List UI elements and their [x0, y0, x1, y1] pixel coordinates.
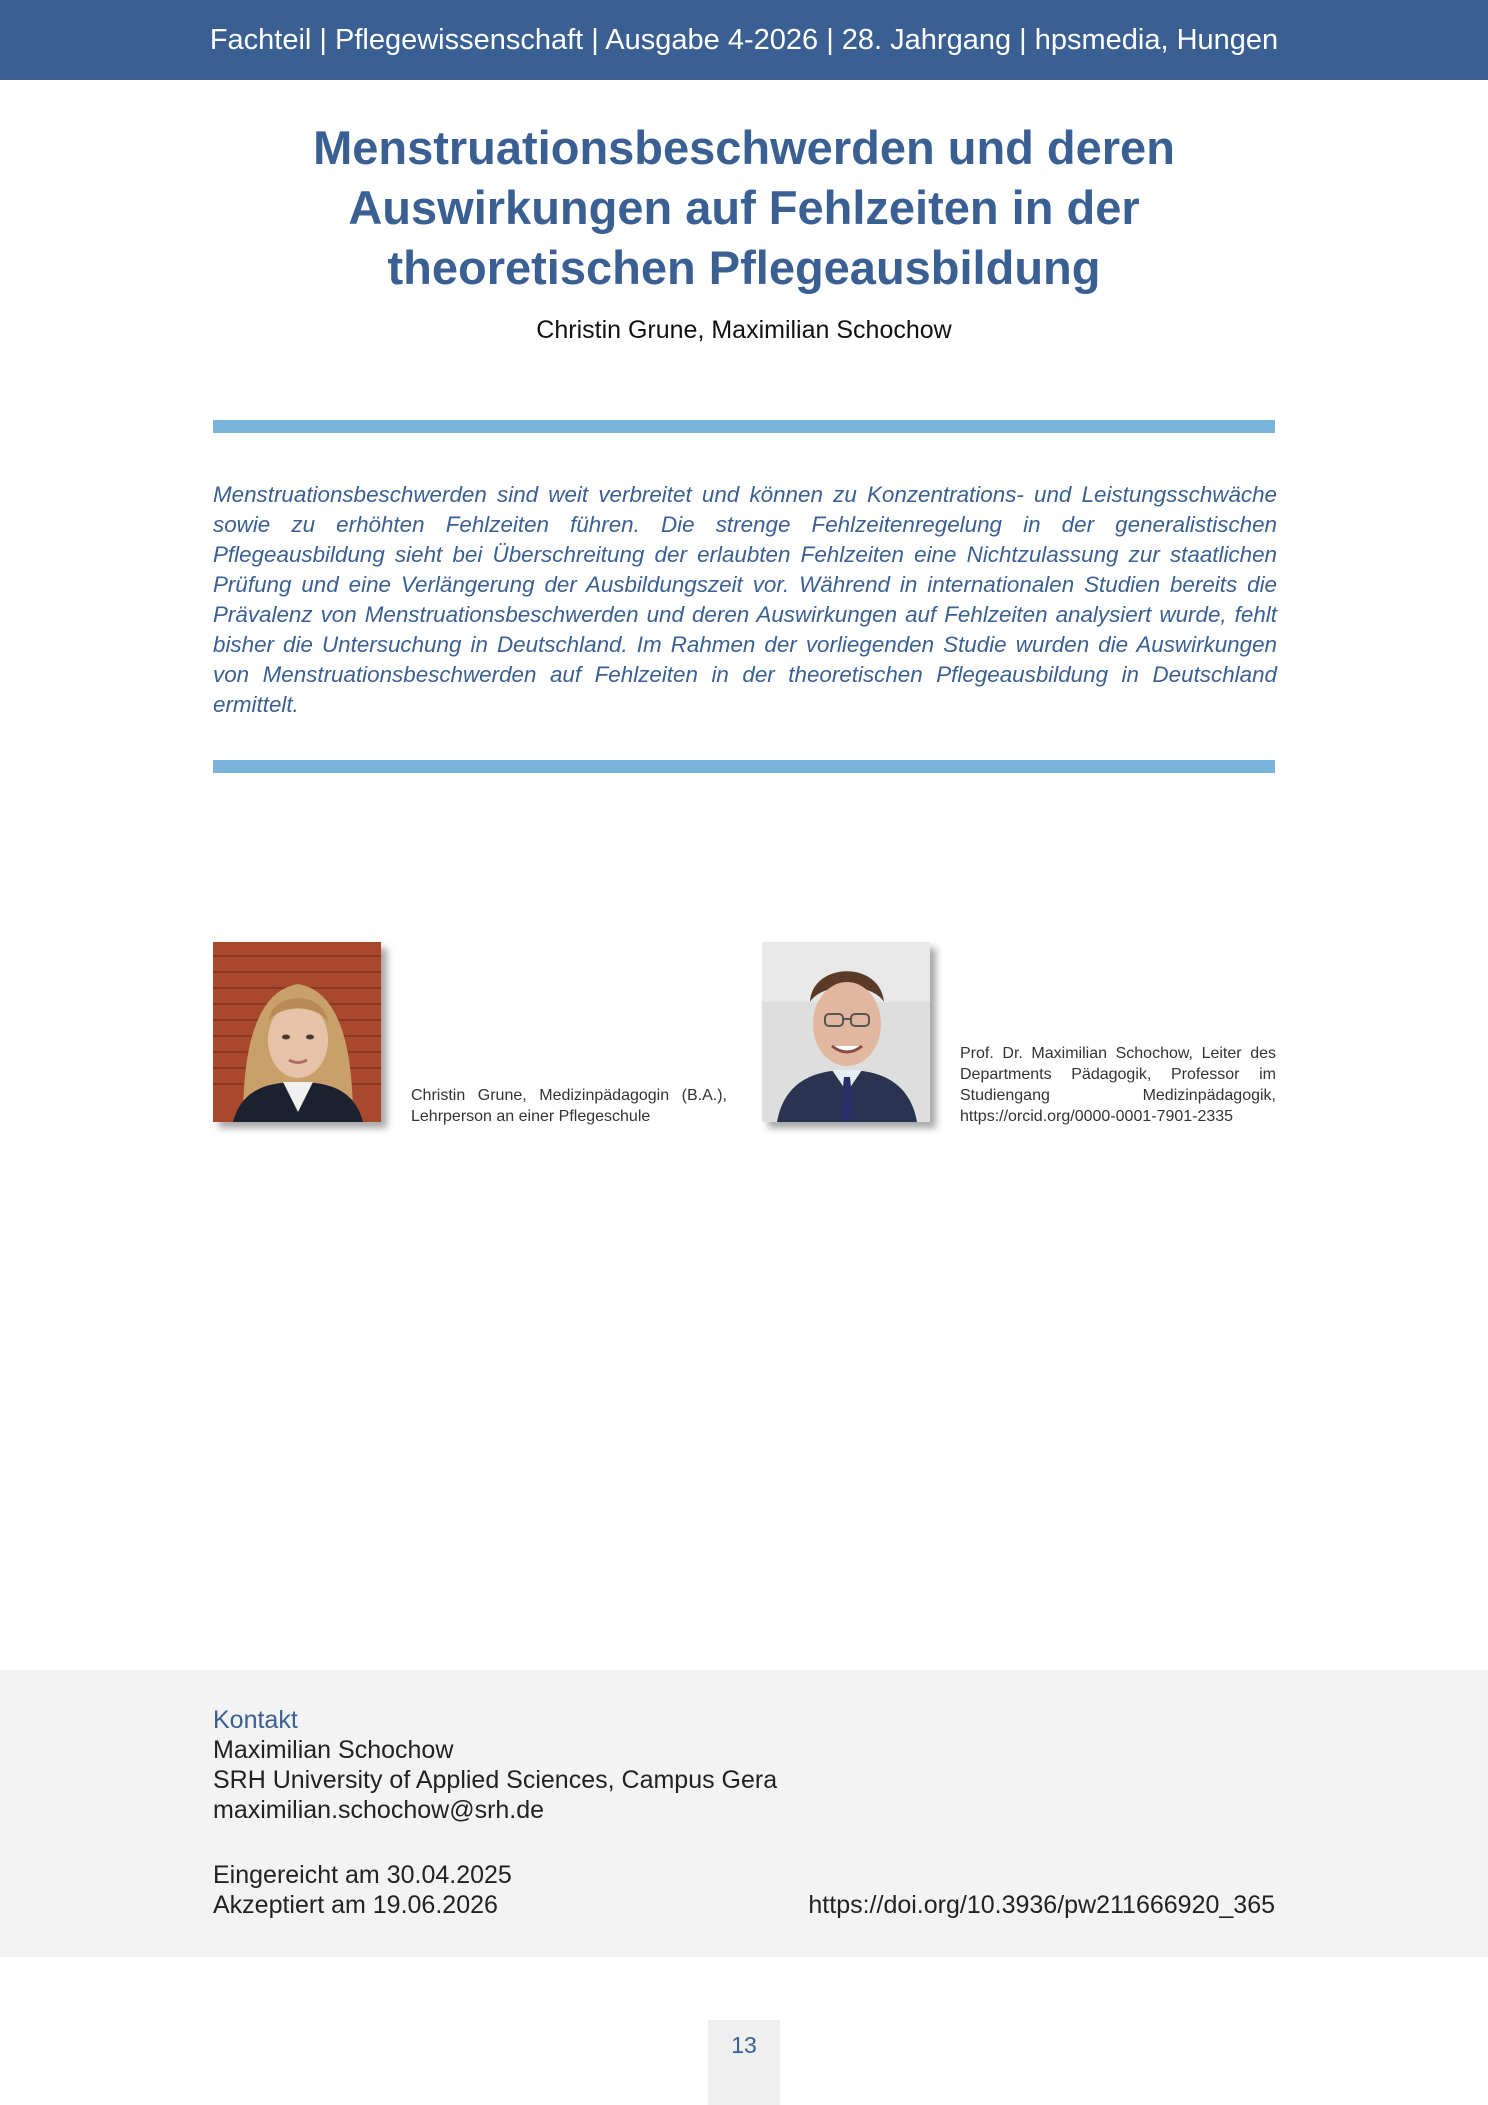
- page-number: 13: [731, 2032, 757, 2058]
- accepted-date: Akzeptiert am 19.06.2026: [213, 1891, 498, 1919]
- running-head-bar: [0, 0, 1488, 80]
- contact-box: [0, 1670, 1488, 1957]
- doi-link[interactable]: https://doi.org/10.3936/pw211666920_365: [808, 1891, 1275, 1919]
- author-line: Christin Grune, Maximilian Schochow: [536, 316, 952, 344]
- author-caption-schochow: Prof. Dr. Maximilian Schochow, Leiter des Departments Pädagogik, Professor im Studiengang Medizinpädagogik, https://orcid.org/0000-0001-7901-2335: [960, 1045, 1276, 1125]
- contact-email[interactable]: maximilian.schochow@srh.de: [213, 1796, 545, 1824]
- title-line-3: theoretischen Pflegeausbildung: [387, 241, 1101, 294]
- running-head: Fachteil | Pflegewissenschaft | Ausgabe 4-2026 | 28. Jahrgang | hpsmedia, Hungen: [209, 23, 1279, 56]
- abstract-top-rule: [213, 420, 1275, 433]
- contact-institution: SRH University of Applied Sciences, Campus Gera: [213, 1766, 778, 1794]
- author-photo-grune: [213, 942, 381, 1122]
- contact-heading: Kontakt: [213, 1706, 298, 1734]
- submitted-date: Eingereicht am 30.04.2025: [213, 1861, 512, 1889]
- author-caption-grune: Christin Grune, Medizinpädagogin (B.A.), Lehrperson an einer Pflegeschule: [411, 1087, 727, 1125]
- author-photo-schochow: [762, 942, 930, 1122]
- abstract-text: Menstruationsbeschwerden sind weit verbreitet und können zu Konzentrations- und Leistungsschwäche sowie zu erhöhten Fehlzeiten führen. Die strenge Fehlzeitenregelung in der generalistischen Pflegeausbildung sieht bei Überschreitung der erlaubten Fehlzeiten eine Nichtzulassung zur staatlichen Prüfung und eine Verlängerung der Ausbildungszeit vor. Während in internationalen Studien bereits die Prävalenz von Menstruationsbeschwerden und deren Auswirkungen auf Fehlzeiten analysiert wurde, fehlt bisher die Untersuchung in Deutschland. Im Rahmen der vorliegenden Studie wurden die Auswirkungen von Menstruationsbeschwerden auf Fehlzeiten in der theoretischen Pflegeausbildung in Deutschland ermittelt.: [213, 482, 1277, 717]
- page-number-tab: [708, 2020, 780, 2105]
- contact-name: Maximilian Schochow: [213, 1736, 454, 1764]
- title-line-2: Auswirkungen auf Fehlzeiten in der: [348, 181, 1140, 234]
- article-title: [200, 118, 1288, 298]
- title-line-1: Menstruationsbeschwerden und deren: [313, 121, 1175, 174]
- abstract-bottom-rule: [213, 760, 1275, 773]
